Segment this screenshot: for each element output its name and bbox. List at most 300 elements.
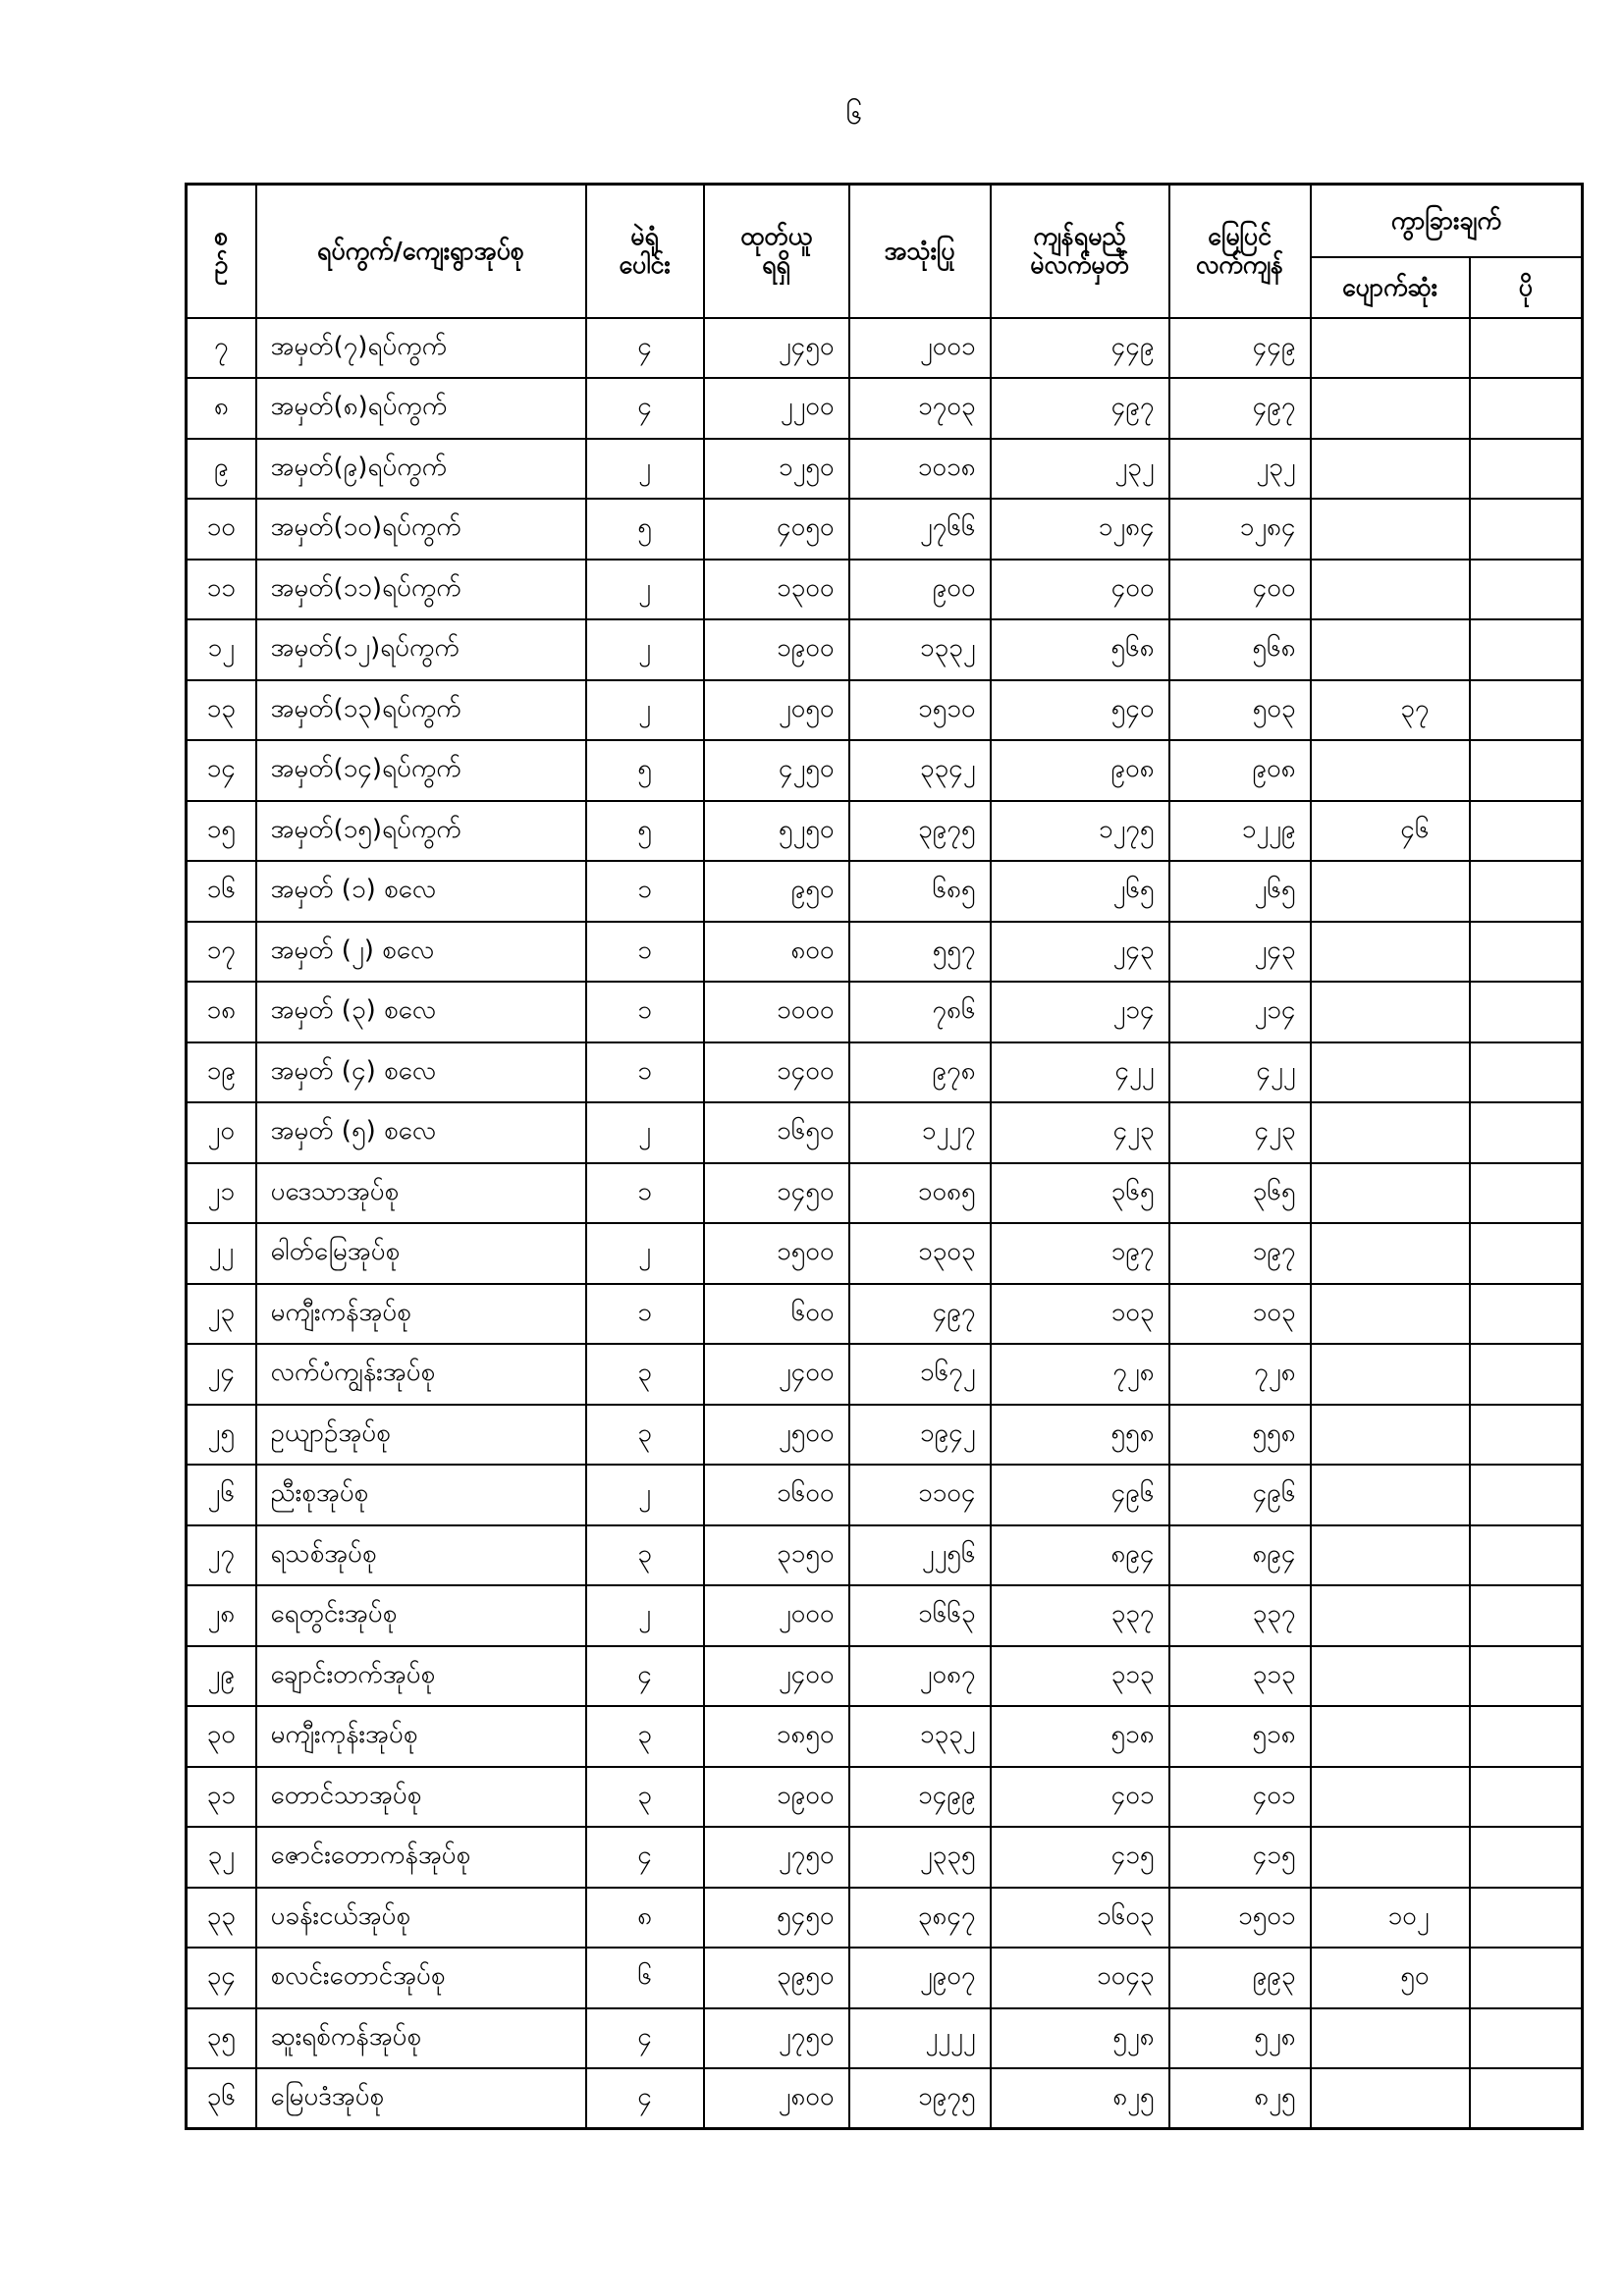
cell-ballots-used: ၁၃၃၂ [849, 1706, 991, 1767]
cell-ballots-used: ၁၅၁၀ [849, 680, 991, 741]
cell-stations-total: ၁ [586, 982, 704, 1042]
cell-ground-balance: ၅၂၈ [1169, 2008, 1311, 2069]
cell-ground-balance: ၃၃၇ [1169, 1585, 1311, 1646]
cell-ward-village-name: အမှတ်(၁၂)ရပ်ကွက် [256, 619, 586, 680]
cell-ballots-remaining: ၅၂၈ [991, 2008, 1169, 2069]
cell-stations-total: ၂ [586, 439, 704, 500]
cell-ballots-used: ၁၉၄၂ [849, 1405, 991, 1466]
cell-ballots-remaining: ၃၁၃ [991, 1646, 1169, 1707]
cell-ballots-received: ၂၇၅၀ [704, 2008, 849, 2069]
cell-ballots-remaining: ၄၂၂ [991, 1042, 1169, 1103]
cell-lost: ၁၀၂ [1311, 1888, 1470, 1949]
cell-serial-no: ၁၇ [187, 922, 256, 983]
cell-serial-no: ၂၅ [187, 1405, 256, 1466]
table-row [187, 922, 1583, 983]
cell-ballots-received: ၃၉၅၀ [704, 1948, 849, 2008]
cell-ballots-received: ၁၄၀၀ [704, 1042, 849, 1103]
cell-ward-village-name: ဇောင်းတောကန်အုပ်စု [256, 1827, 586, 1888]
cell-ballots-remaining: ၄၀၀ [991, 560, 1169, 620]
cell-stations-total: ၈ [586, 1888, 704, 1949]
cell-ballots-remaining: ၄၁၅ [991, 1827, 1169, 1888]
cell-ballots-used: ၁၃၀၃ [849, 1223, 991, 1284]
cell-ground-balance: ၅၅၈ [1169, 1405, 1311, 1466]
cell-stations-total: ၅ [586, 740, 704, 801]
cell-ballots-remaining: ၄၀၁ [991, 1767, 1169, 1828]
cell-ward-village-name: ပခန်းငယ်အုပ်စု [256, 1888, 586, 1949]
cell-ballots-received: ၂၄၀၀ [704, 1646, 849, 1707]
header-remaining-line2: မဲလက်မှတ် [1030, 249, 1129, 279]
page-number: ၆ [845, 97, 863, 132]
cell-ballots-received: ၁၆၅၀ [704, 1102, 849, 1163]
cell-serial-no: ၂၄ [187, 1344, 256, 1405]
cell-ground-balance: ၅၀၃ [1169, 680, 1311, 741]
table-row [187, 1827, 1583, 1888]
cell-ballots-used: ၉၀၀ [849, 560, 991, 620]
cell-ballots-remaining: ၈၉၄ [991, 1525, 1169, 1586]
cell-serial-no: ၃၂ [187, 1827, 256, 1888]
cell-extra [1470, 1284, 1583, 1345]
header-difference: ကွာခြားချက် [1311, 185, 1583, 257]
cell-ballots-remaining: ၁၀၄၃ [991, 1948, 1169, 2008]
table-row [187, 619, 1583, 680]
cell-serial-no: ၂၇ [187, 1525, 256, 1586]
cell-ground-balance: ၄၀၁ [1169, 1767, 1311, 1828]
cell-ward-village-name: ရေတွင်းအုပ်စု [256, 1585, 586, 1646]
cell-extra [1470, 1827, 1583, 1888]
cell-ballots-remaining: ၄၉၆ [991, 1465, 1169, 1525]
cell-ballots-used: ၄၉၇ [849, 1284, 991, 1345]
cell-ballots-received: ၄၂၅၀ [704, 740, 849, 801]
table-body [187, 318, 1583, 2129]
table-row [187, 1525, 1583, 1586]
cell-ballots-remaining: ၅၁၈ [991, 1706, 1169, 1767]
cell-extra [1470, 922, 1583, 983]
cell-ballots-received: ၂၇၅၀ [704, 1827, 849, 1888]
cell-lost [1311, 1344, 1470, 1405]
header-no-line2: ဉ် [214, 249, 229, 279]
cell-serial-no: ၂၂ [187, 1223, 256, 1284]
cell-lost [1311, 1827, 1470, 1888]
cell-ward-village-name: အမှတ် (၅) စလေ [256, 1102, 586, 1163]
cell-stations-total: ၂ [586, 1102, 704, 1163]
table-row [187, 1102, 1583, 1163]
cell-serial-no: ၂၀ [187, 1102, 256, 1163]
cell-ward-village-name: အမှတ်(၁၄)ရပ်ကွက် [256, 740, 586, 801]
header-ward-village: ရပ်ကွက်/ကျေးရွာအုပ်စု [256, 185, 586, 318]
cell-ballots-remaining: ၁၆၀၃ [991, 1888, 1169, 1949]
cell-serial-no: ၈ [187, 378, 256, 439]
table-row [187, 1223, 1583, 1284]
cell-ground-balance: ၂၃၂ [1169, 439, 1311, 500]
cell-extra [1470, 1465, 1583, 1525]
cell-ward-village-name: မကျီးကုန်းအုပ်စု [256, 1706, 586, 1767]
header-lost: ပျောက်ဆုံး [1311, 257, 1470, 318]
cell-ballots-used: ၁၆၆၃ [849, 1585, 991, 1646]
table-row [187, 1405, 1583, 1466]
table-row [187, 439, 1583, 500]
cell-ground-balance: ၉၉၃ [1169, 1948, 1311, 2008]
cell-stations-total: ၂ [586, 560, 704, 620]
header-ground-line2: လက်ကျန် [1195, 249, 1284, 279]
cell-serial-no: ၁၁ [187, 560, 256, 620]
cell-ward-village-name: အမှတ်(၁၅)ရပ်ကွက် [256, 801, 586, 862]
cell-extra [1470, 1706, 1583, 1767]
table-row [187, 1706, 1583, 1767]
cell-ballots-received: ၁၆၀၀ [704, 1465, 849, 1525]
cell-stations-total: ၁ [586, 1163, 704, 1224]
cell-stations-total: ၂ [586, 1223, 704, 1284]
cell-ward-village-name: အမှတ် (၃) စလေ [256, 982, 586, 1042]
table-row [187, 740, 1583, 801]
cell-ballots-remaining: ၃၆၅ [991, 1163, 1169, 1224]
cell-ground-balance: ၃၁၃ [1169, 1646, 1311, 1707]
cell-stations-total: ၁ [586, 1042, 704, 1103]
cell-serial-no: ၃၅ [187, 2008, 256, 2069]
header-no-line1: စ [214, 222, 229, 250]
cell-ward-village-name: ဓါတ်မြေအုပ်စု [256, 1223, 586, 1284]
cell-serial-no: ၁၄ [187, 740, 256, 801]
cell-ground-balance: ၁၂၂၉ [1169, 801, 1311, 862]
cell-extra [1470, 680, 1583, 741]
table-row [187, 1646, 1583, 1707]
cell-lost [1311, 439, 1470, 500]
header-ground-line1: မြေပြင် [1208, 222, 1272, 250]
cell-stations-total: ၁ [586, 861, 704, 922]
header-ballots-used: အသုံးပြု [849, 185, 991, 318]
cell-ground-balance: ၂၄၃ [1169, 922, 1311, 983]
cell-serial-no: ၁၈ [187, 982, 256, 1042]
cell-ballots-used: ၂၇၆၆ [849, 499, 991, 560]
cell-ballots-remaining: ၁၂၇၅ [991, 801, 1169, 862]
cell-stations-total: ၂ [586, 1585, 704, 1646]
cell-ground-balance: ၂၆၅ [1169, 861, 1311, 922]
cell-lost [1311, 499, 1470, 560]
cell-extra [1470, 1585, 1583, 1646]
cell-ground-balance: ၈၉၄ [1169, 1525, 1311, 1586]
cell-lost [1311, 1042, 1470, 1103]
cell-ballots-remaining: ၂၆၅ [991, 861, 1169, 922]
cell-ballots-received: ၂၀၀၀ [704, 1585, 849, 1646]
cell-serial-no: ၁၅ [187, 801, 256, 862]
header-remaining-line1: ကျန်ရမည့် [1033, 222, 1126, 250]
cell-extra [1470, 2068, 1583, 2129]
table-row [187, 560, 1583, 620]
cell-stations-total: ၂ [586, 680, 704, 741]
cell-ground-balance: ၂၁၄ [1169, 982, 1311, 1042]
cell-ballots-used: ၇၈၆ [849, 982, 991, 1042]
cell-serial-no: ၃၆ [187, 2068, 256, 2129]
cell-ballots-used: ၃၉၇၅ [849, 801, 991, 862]
cell-stations-total: ၄ [586, 2068, 704, 2129]
table-row [187, 1585, 1583, 1646]
cell-ballots-remaining: ၇၂၈ [991, 1344, 1169, 1405]
cell-serial-no: ၂၈ [187, 1585, 256, 1646]
cell-stations-total: ၅ [586, 499, 704, 560]
cell-extra [1470, 2008, 1583, 2069]
cell-serial-no: ၃၁ [187, 1767, 256, 1828]
cell-serial-no: ၉ [187, 439, 256, 500]
cell-extra [1470, 740, 1583, 801]
cell-ward-village-name: စလင်းတောင်အုပ်စု [256, 1948, 586, 2008]
table-row [187, 2008, 1583, 2069]
cell-serial-no: ၁၀ [187, 499, 256, 560]
cell-serial-no: ၃၃ [187, 1888, 256, 1949]
cell-ballots-used: ၂၂၅၆ [849, 1525, 991, 1586]
cell-ballots-used: ၁၀၁၈ [849, 439, 991, 500]
cell-extra [1470, 1767, 1583, 1828]
table-row [187, 378, 1583, 439]
header-ballots-remaining [991, 185, 1169, 318]
cell-ballots-remaining: ၂၃၂ [991, 439, 1169, 500]
cell-stations-total: ၃ [586, 1706, 704, 1767]
table-row [187, 1042, 1583, 1103]
cell-ward-village-name: အမှတ်(၉)ရပ်ကွက် [256, 439, 586, 500]
cell-ballots-remaining: ၈၂၅ [991, 2068, 1169, 2129]
table-row [187, 1163, 1583, 1224]
cell-ballots-remaining: ၄၂၃ [991, 1102, 1169, 1163]
cell-ward-village-name: အမှတ်(၇)ရပ်ကွက် [256, 318, 586, 379]
cell-extra [1470, 619, 1583, 680]
cell-lost [1311, 1163, 1470, 1224]
cell-stations-total: ၁ [586, 1284, 704, 1345]
cell-ward-village-name: အမှတ် (၄) စလေ [256, 1042, 586, 1103]
cell-ballots-received: ၁၃၀၀ [704, 560, 849, 620]
cell-lost [1311, 318, 1470, 379]
cell-ward-village-name: အမှတ်(၁၃)ရပ်ကွက် [256, 680, 586, 741]
cell-extra [1470, 318, 1583, 379]
cell-ballots-used: ၁၁၀၄ [849, 1465, 991, 1525]
cell-ballots-remaining: ၂၁၄ [991, 982, 1169, 1042]
table-row [187, 1284, 1583, 1345]
cell-extra [1470, 1102, 1583, 1163]
cell-serial-no: ၁၂ [187, 619, 256, 680]
cell-ballots-received: ၁၅၀၀ [704, 1223, 849, 1284]
cell-extra [1470, 1525, 1583, 1586]
cell-extra [1470, 861, 1583, 922]
header-stations-line1: မဲရုံ [630, 222, 659, 250]
cell-lost [1311, 861, 1470, 922]
cell-lost [1311, 378, 1470, 439]
cell-stations-total: ၄ [586, 2008, 704, 2069]
cell-ground-balance: ၃၆၅ [1169, 1163, 1311, 1224]
cell-ballots-received: ၉၅၀ [704, 861, 849, 922]
cell-lost [1311, 1585, 1470, 1646]
header-stations-line2: ပေါင်း [619, 249, 671, 279]
cell-stations-total: ၃ [586, 1767, 704, 1828]
cell-lost [1311, 1525, 1470, 1586]
cell-ground-balance: ၄၉၆ [1169, 1465, 1311, 1525]
cell-ballots-received: ၅၂၅၀ [704, 801, 849, 862]
cell-lost [1311, 1706, 1470, 1767]
cell-ballots-remaining: ၁၉၇ [991, 1223, 1169, 1284]
cell-ballots-received: ၁၉၀၀ [704, 619, 849, 680]
cell-extra [1470, 499, 1583, 560]
cell-ballots-used: ၁၉၇၅ [849, 2068, 991, 2129]
cell-stations-total: ၃ [586, 1405, 704, 1466]
table-row [187, 982, 1583, 1042]
cell-stations-total: ၃ [586, 1525, 704, 1586]
cell-stations-total: ၁ [586, 922, 704, 983]
cell-ward-village-name: အမှတ် (၁) စလေ [256, 861, 586, 922]
cell-ground-balance: ၄၂၃ [1169, 1102, 1311, 1163]
cell-ballots-remaining: ၅၆၈ [991, 619, 1169, 680]
cell-lost [1311, 1223, 1470, 1284]
cell-extra [1470, 439, 1583, 500]
cell-ballots-used: ၃၃၄၂ [849, 740, 991, 801]
cell-extra [1470, 1344, 1583, 1405]
header-extra: ပို [1470, 257, 1583, 318]
cell-ground-balance: ၁၅၀၁ [1169, 1888, 1311, 1949]
cell-ballots-used: ၁၃၃၂ [849, 619, 991, 680]
cell-ballots-received: ၂၀၅၀ [704, 680, 849, 741]
cell-ballots-remaining: ၂၄၃ [991, 922, 1169, 983]
cell-ballots-used: ၁၇၀၃ [849, 378, 991, 439]
cell-ballots-received: ၂၅၀၀ [704, 1405, 849, 1466]
cell-ground-balance: ၄၀၀ [1169, 560, 1311, 620]
cell-lost: ၅၀ [1311, 1948, 1470, 2008]
cell-lost [1311, 1405, 1470, 1466]
cell-ballots-remaining: ၅၄၀ [991, 680, 1169, 741]
cell-extra [1470, 982, 1583, 1042]
cell-ballots-used: ၁၄၉၉ [849, 1767, 991, 1828]
header-no [187, 185, 256, 318]
header-ballots-received [704, 185, 849, 318]
cell-serial-no: ၂၁ [187, 1163, 256, 1224]
cell-ballots-received: ၁၂၅၀ [704, 439, 849, 500]
table-row [187, 680, 1583, 741]
cell-extra [1470, 1888, 1583, 1949]
cell-lost [1311, 1284, 1470, 1345]
cell-ward-village-name: အမှတ် (၂) စလေ [256, 922, 586, 983]
cell-lost: ၄၆ [1311, 801, 1470, 862]
cell-ballots-used: ၉၇၈ [849, 1042, 991, 1103]
header-stations-total [586, 185, 704, 318]
cell-ballots-remaining: ၄၄၉ [991, 318, 1169, 379]
cell-ground-balance: ၄၉၇ [1169, 378, 1311, 439]
cell-ground-balance: ၅၆၈ [1169, 619, 1311, 680]
table-row [187, 1344, 1583, 1405]
cell-lost [1311, 1102, 1470, 1163]
cell-ballots-remaining: ၄၉၇ [991, 378, 1169, 439]
cell-extra [1470, 378, 1583, 439]
cell-ground-balance: ၉၀၈ [1169, 740, 1311, 801]
table-row [187, 1767, 1583, 1828]
cell-lost [1311, 740, 1470, 801]
cell-ward-village-name: တောင်သာအုပ်စု [256, 1767, 586, 1828]
cell-ward-village-name: အမှတ်(၈)ရပ်ကွက် [256, 378, 586, 439]
cell-ballots-received: ၅၄၅၀ [704, 1888, 849, 1949]
cell-ballots-remaining: ၉၀၈ [991, 740, 1169, 801]
cell-ballots-remaining: ၁၂၈၄ [991, 499, 1169, 560]
cell-ballots-received: ၁၉၀၀ [704, 1767, 849, 1828]
cell-ballots-received: ၂၂၀၀ [704, 378, 849, 439]
cell-extra [1470, 1223, 1583, 1284]
cell-ballots-used: ၂၉၀၇ [849, 1948, 991, 2008]
cell-ballots-used: ၂၀၈၇ [849, 1646, 991, 1707]
cell-stations-total: ၄ [586, 1646, 704, 1707]
cell-ballots-received: ၄၀၅၀ [704, 499, 849, 560]
cell-serial-no: ၂၉ [187, 1646, 256, 1707]
cell-stations-total: ၄ [586, 378, 704, 439]
cell-ward-village-name: ပဒေသာအုပ်စု [256, 1163, 586, 1224]
cell-ballots-received: ၂၈၀၀ [704, 2068, 849, 2129]
cell-extra [1470, 1405, 1583, 1466]
cell-ground-balance: ၇၂၈ [1169, 1344, 1311, 1405]
cell-lost: ၃၇ [1311, 680, 1470, 741]
cell-ward-village-name: ညီးစုအုပ်စု [256, 1465, 586, 1525]
cell-ballots-used: ၅၅၇ [849, 922, 991, 983]
cell-ward-village-name: အမှတ်(၁၀)ရပ်ကွက် [256, 499, 586, 560]
cell-ballots-used: ၃၈၄၇ [849, 1888, 991, 1949]
cell-extra [1470, 1646, 1583, 1707]
cell-ward-village-name: မြေပဒံအုပ်စု [256, 2068, 586, 2129]
table-header [187, 185, 1583, 318]
cell-ground-balance: ၅၁၈ [1169, 1706, 1311, 1767]
table-row [187, 318, 1583, 379]
cell-ground-balance: ၄၁၅ [1169, 1827, 1311, 1888]
header-ground-balance [1169, 185, 1311, 318]
cell-extra [1470, 1042, 1583, 1103]
cell-lost [1311, 1465, 1470, 1525]
cell-ballots-received: ၁၈၅၀ [704, 1706, 849, 1767]
cell-ground-balance: ၁၂၈၄ [1169, 499, 1311, 560]
cell-ground-balance: ၈၂၅ [1169, 2068, 1311, 2129]
table-row [187, 861, 1583, 922]
cell-serial-no: ၇ [187, 318, 256, 379]
cell-stations-total: ၂ [586, 1465, 704, 1525]
cell-serial-no: ၃၀ [187, 1706, 256, 1767]
cell-lost [1311, 982, 1470, 1042]
table-row [187, 801, 1583, 862]
cell-ballots-received: ၃၁၅၀ [704, 1525, 849, 1586]
cell-ballots-used: ၁၂၂၇ [849, 1102, 991, 1163]
cell-lost [1311, 1646, 1470, 1707]
cell-ballots-received: ၂၄၀၀ [704, 1344, 849, 1405]
cell-lost [1311, 1767, 1470, 1828]
header-received-line2: ရရှိ [762, 249, 790, 279]
cell-ballots-remaining: ၅၅၈ [991, 1405, 1169, 1466]
cell-ballots-used: ၂၂၂၂ [849, 2008, 991, 2069]
cell-ballots-received: ၈၀၀ [704, 922, 849, 983]
table-row [187, 1465, 1583, 1525]
cell-stations-total: ၃ [586, 1344, 704, 1405]
cell-serial-no: ၁၆ [187, 861, 256, 922]
cell-ballots-received: ၂၄၅၀ [704, 318, 849, 379]
cell-lost [1311, 2008, 1470, 2069]
cell-ballots-remaining: ၁၀၃ [991, 1284, 1169, 1345]
cell-ballots-remaining: ၃၃၇ [991, 1585, 1169, 1646]
cell-extra [1470, 1163, 1583, 1224]
table-row [187, 2068, 1583, 2129]
cell-extra [1470, 560, 1583, 620]
cell-stations-total: ၅ [586, 801, 704, 862]
cell-serial-no: ၂၆ [187, 1465, 256, 1525]
table-row [187, 1948, 1583, 2008]
cell-lost [1311, 619, 1470, 680]
cell-ward-village-name: ချောင်းတက်အုပ်စု [256, 1646, 586, 1707]
cell-extra [1470, 801, 1583, 862]
table-row [187, 1888, 1583, 1949]
cell-lost [1311, 560, 1470, 620]
cell-lost [1311, 922, 1470, 983]
cell-ground-balance: ၄၂၂ [1169, 1042, 1311, 1103]
cell-serial-no: ၁၃ [187, 680, 256, 741]
cell-ward-village-name: ဆူးရစ်ကန်အုပ်စု [256, 2008, 586, 2069]
cell-lost [1311, 2068, 1470, 2129]
cell-ward-village-name: ဥယျာဉ်အုပ်စု [256, 1405, 586, 1466]
cell-ward-village-name: ရသစ်အုပ်စု [256, 1525, 586, 1586]
cell-ballots-used: ၂၃၃၅ [849, 1827, 991, 1888]
